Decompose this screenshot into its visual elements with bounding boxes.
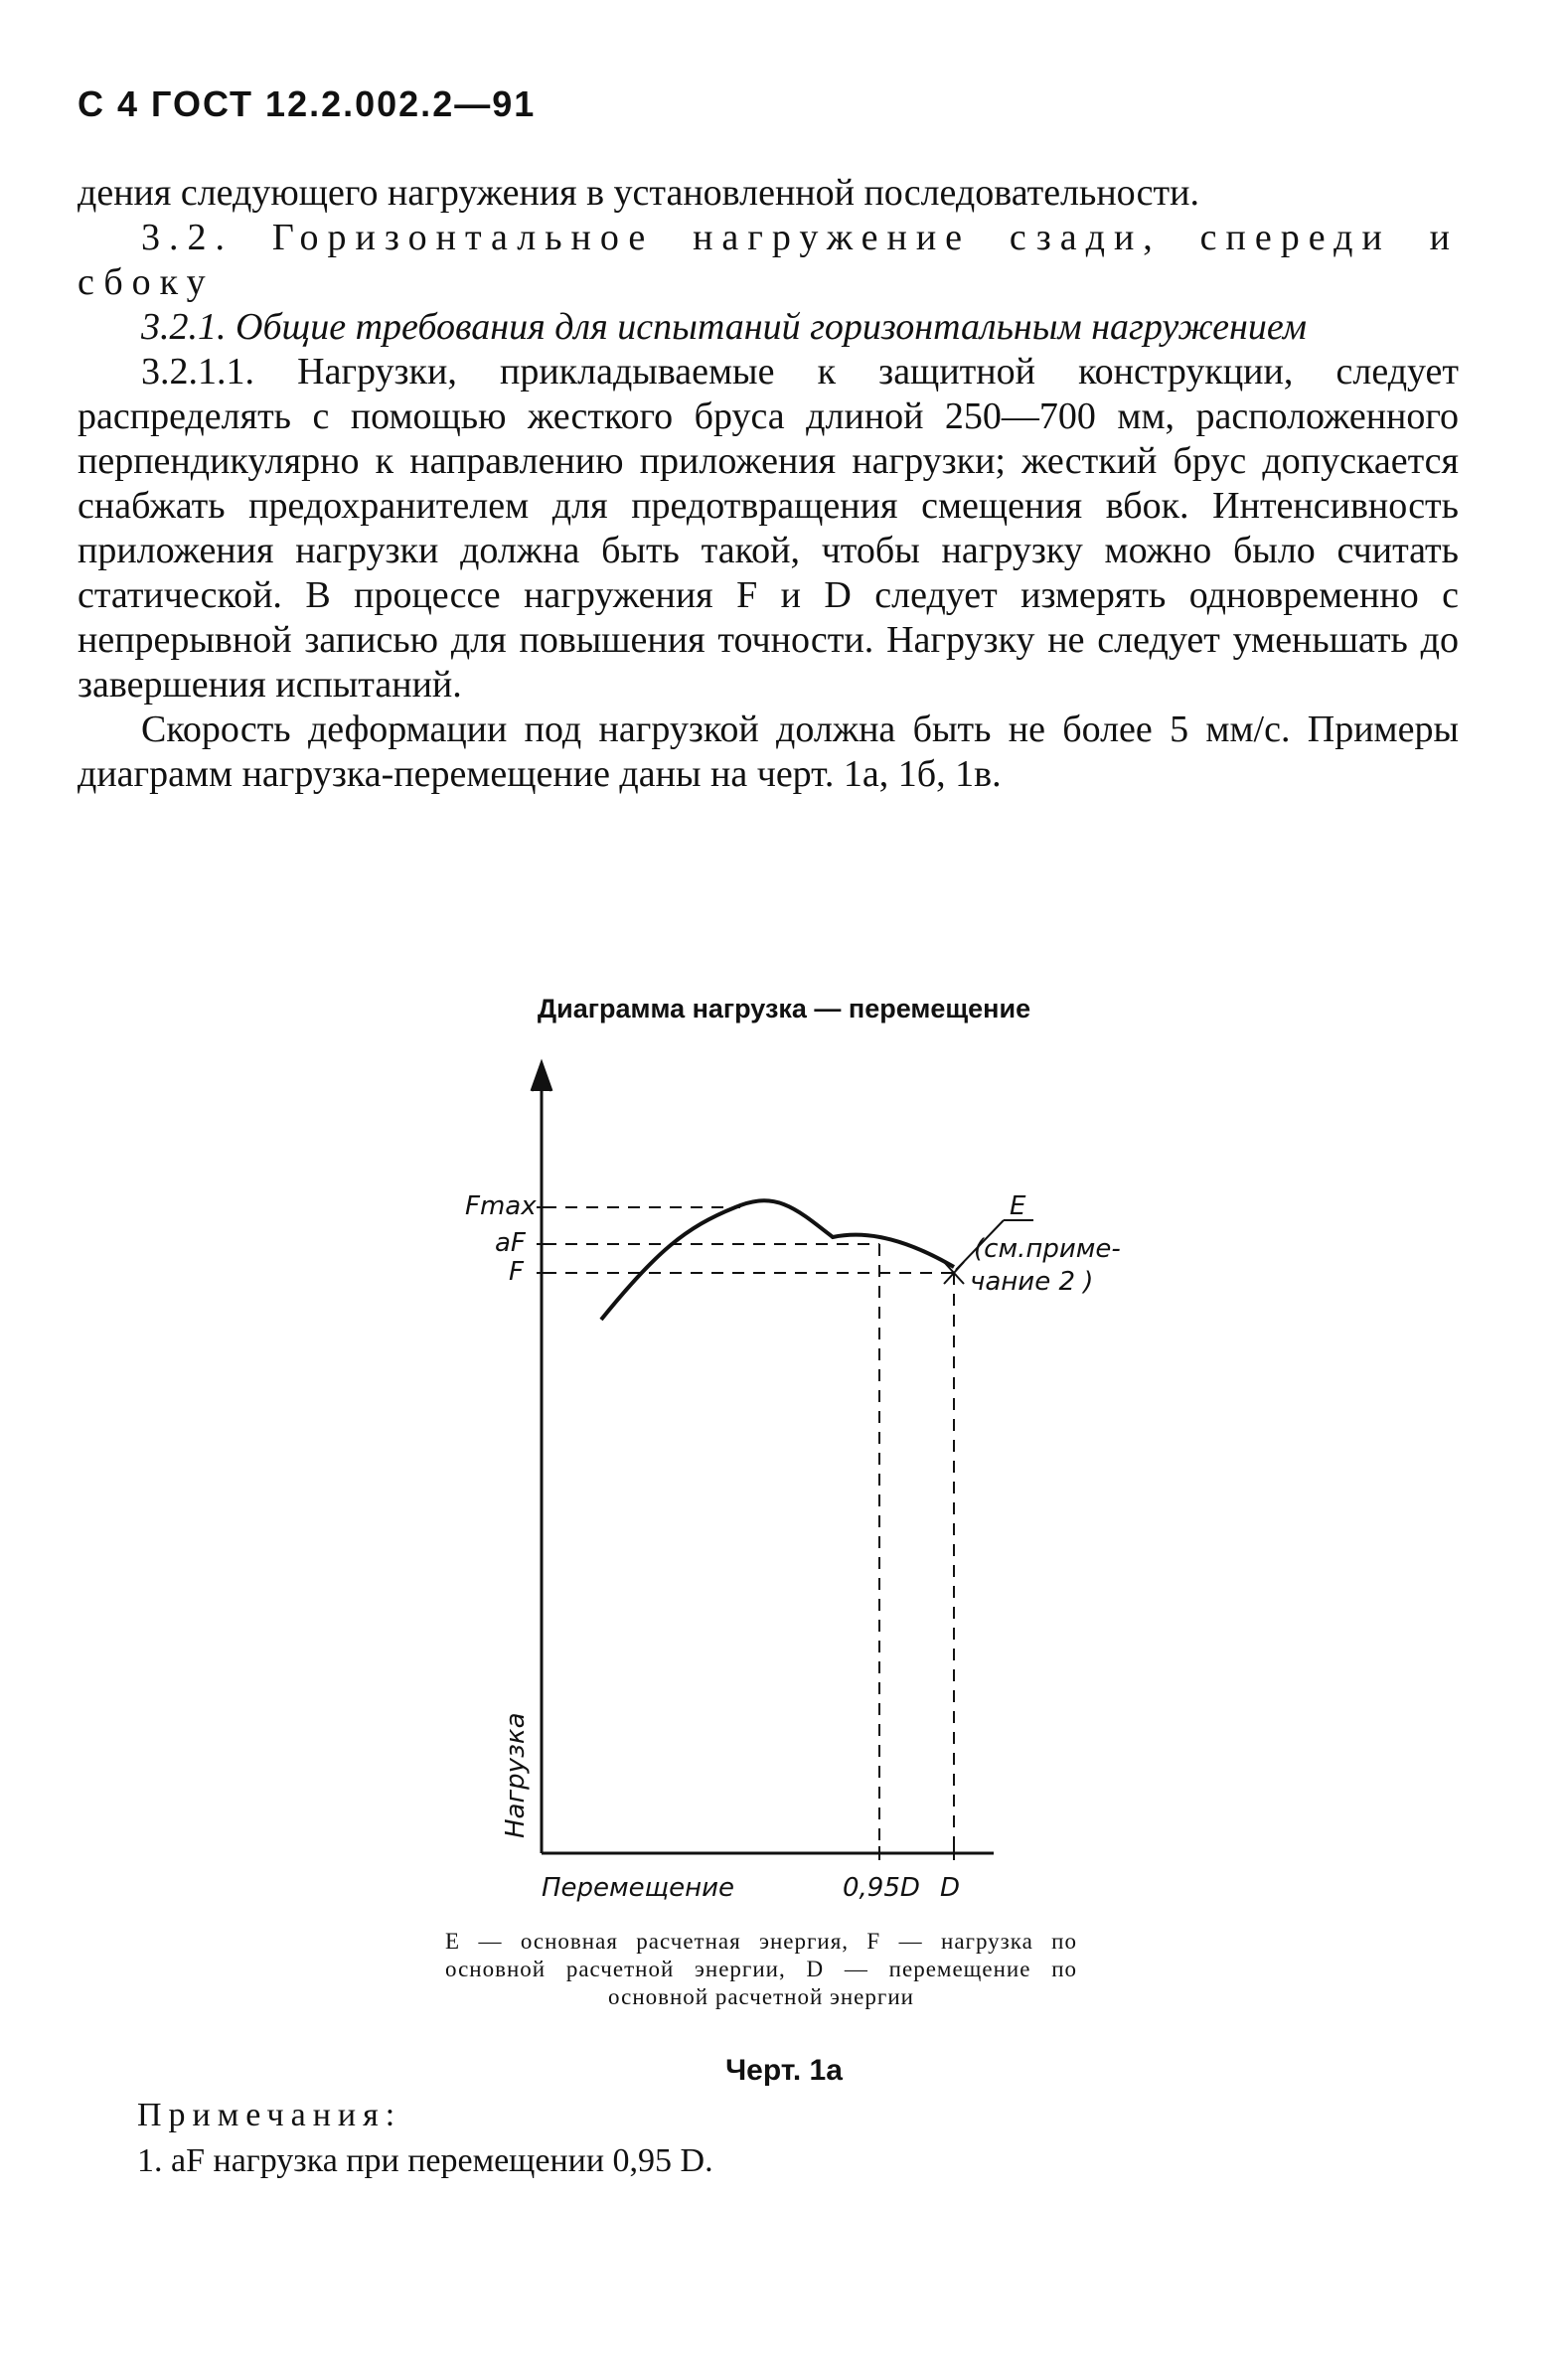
page-header: С 4 ГОСТ 12.2.002.2—91: [78, 83, 537, 124]
label-f: F: [509, 1257, 524, 1287]
label-xaxis: Перемещение: [542, 1873, 735, 1903]
paragraph-continuation: дения следующего нагружения в установленной последовательности.: [78, 172, 1199, 214]
load-curve: [601, 1200, 954, 1320]
y-axis-arrow: [532, 1063, 551, 1091]
section-heading-3-2: 3.2. Горизонтальное нагружение сзади, спереди и сбоку: [78, 217, 1459, 303]
diagram-title: Диаграмма нагрузка — перемещение: [537, 994, 1031, 1023]
figure-caption: E — основная расчетная энергия, F — нагрузка по основной расчетной энергии, D — перемещение по основной расчетной энергии: [445, 1929, 1077, 2009]
label-af: aF: [495, 1228, 526, 1258]
label-e: E: [1010, 1191, 1026, 1221]
label-note-line1: (см.приме-: [974, 1234, 1121, 1264]
label-note-line2: чание 2 ): [970, 1267, 1094, 1297]
label-0-95d: 0,95D: [843, 1873, 920, 1903]
paragraph-3-2-1-1: 3.2.1.1. Нагрузки, прикладываемые к защитной конструкции, следует распределять с помощью жесткого бруса длиной 250—700 мм, расположенного перпендикулярно к направлению приложения нагрузки; жесткий брус допускается снабжать предохранителем для предотвращения смещения вбок. Интенсивность приложения нагрузки должна быть такой, чтобы нагрузку можно было считать статической. В процессе нагружения F и D следует измерять одновременно с непрерывной записью для повышения точности. Нагрузку не следует уменьшать до завершения испытаний.: [78, 351, 1459, 706]
label-yaxis: Нагрузка: [501, 1712, 531, 1838]
figure-label: Черт. 1а: [725, 2054, 843, 2087]
notes-title: Примечания:: [137, 2097, 402, 2133]
label-d: D: [940, 1873, 961, 1903]
paragraph-deformation-speed: Скорость деформации под нагрузкой должна быть не более 5 мм/с. Примеры диаграмм нагрузка-перемещение даны на черт. 1а, 1б, 1в.: [78, 708, 1459, 795]
label-fmax: Fmax: [465, 1191, 537, 1221]
note-item-1: 1. aF нагрузка при перемещении 0,95 D.: [137, 2142, 713, 2179]
subsection-heading-3-2-1: 3.2.1. Общие требования для испытаний горизонтальным нагружением: [141, 306, 1308, 348]
